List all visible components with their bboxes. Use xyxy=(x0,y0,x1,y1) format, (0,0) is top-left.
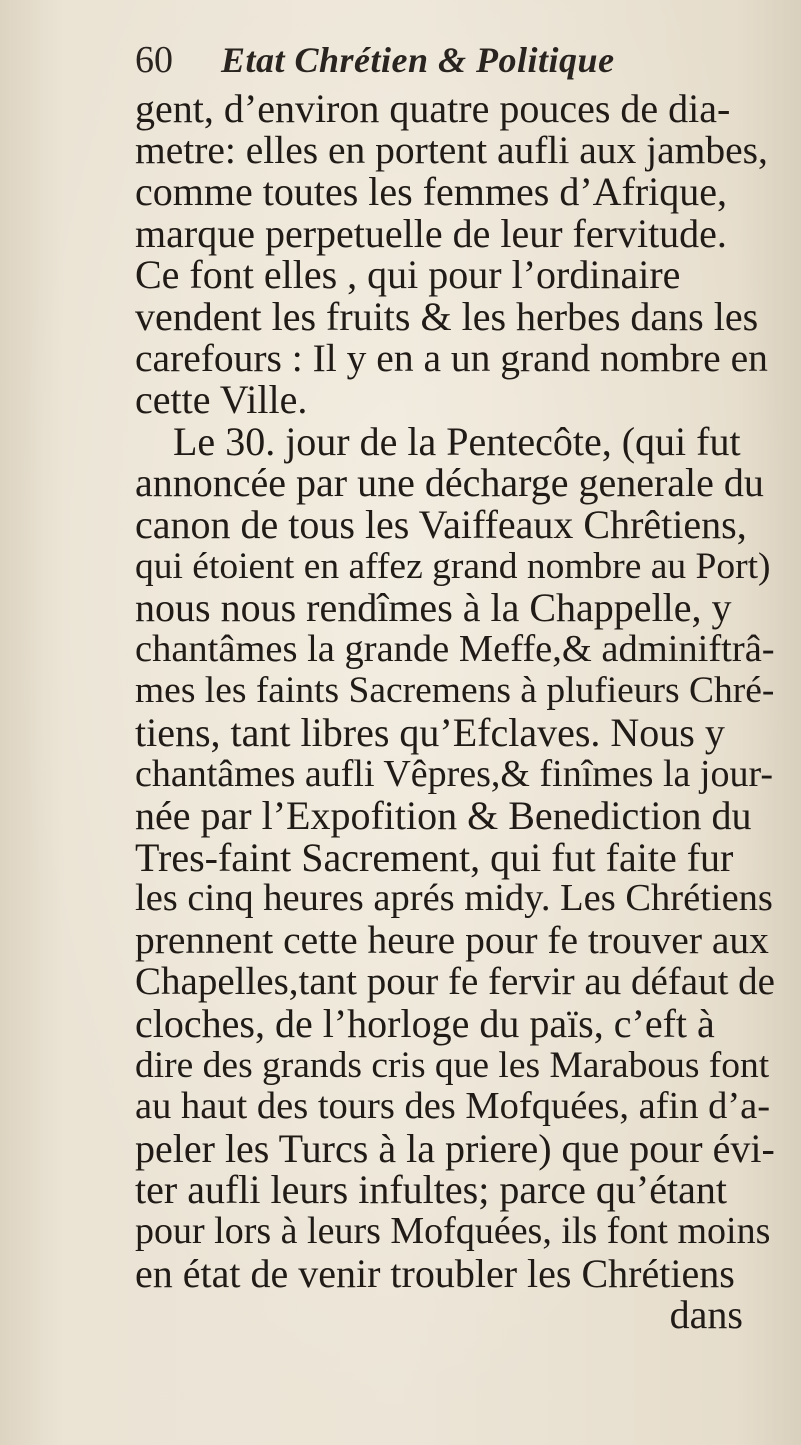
paragraph-start-line: Le 30. jour de la Pentecôte, (qui fut xyxy=(173,418,741,464)
page-number: 60 xyxy=(135,39,173,81)
text-line: comme toutes les femmes d’Afrique, xyxy=(135,169,728,215)
text-line: marque perpetuelle de leur fervitude. xyxy=(135,210,727,256)
text-line: Chapelles,tant pour fe fervir au défaut de xyxy=(135,960,775,1004)
text-line: nous nous rendîmes à la Chappelle, y xyxy=(135,585,732,631)
text-line: carefours : Il y en a un grand nombre en xyxy=(135,335,768,380)
text-line: en état de venir troubler les Chrétiens xyxy=(135,1250,735,1296)
text-line: peler les Turcs à la priere) que pour évi- xyxy=(135,1125,775,1171)
text-line: Ce font elles , qui pour l’ordinaire xyxy=(135,252,681,298)
text-line: née par l’Expofition & Benediction du xyxy=(135,793,752,839)
text-line: Tres-faint Sacrement, qui fut faite fur xyxy=(135,834,734,880)
text-line: qui étoient en affez grand nombre au Port) xyxy=(135,545,771,587)
text-line: metre: elles en portent aufli aux jambes, xyxy=(135,127,768,172)
text-line: ter aufli leurs infultes; parce qu’étant xyxy=(135,1167,727,1213)
text-line: au haut des tours des Mofquées, afin d’a- xyxy=(135,1085,771,1128)
text-line: chantâmes aufli Vêpres,& finîmes la jour- xyxy=(135,752,774,795)
text-line: les cinq heures aprés midy. Les Chrétiens xyxy=(135,877,773,920)
text-line: vendent les fruits & les herbes dans les xyxy=(135,293,759,339)
running-title: Etat Chrétien & Politique xyxy=(221,40,615,80)
text-line: prennent cette heure pour fe trouver aux xyxy=(135,917,769,962)
text-line: mes les faints Sacremens à plufieurs Chré- xyxy=(135,670,775,712)
text-line: pour lors à leurs Mofquées, ils font moins xyxy=(135,1210,771,1253)
text-line: gent, d’environ quatre pouces de dia- xyxy=(135,86,731,131)
page-header xyxy=(135,38,615,88)
text-line: cloches, de l’horloge du païs, c’eft à xyxy=(135,1001,715,1047)
text-line: annoncée par une décharge generale du xyxy=(135,460,764,506)
text-line: canon de tous les Vaiffeaux Chrêtiens, xyxy=(135,501,747,547)
text-line: tiens, tant libres qu’Efclaves. Nous y xyxy=(135,709,725,755)
text-line: cette Ville. xyxy=(135,377,308,423)
catchword: dans xyxy=(669,1292,743,1338)
body-text xyxy=(135,88,775,1336)
text-line: chantâmes la grande Meffe,& adminiftrâ- xyxy=(135,627,775,670)
text-line: dire des grands cris que les Marabous font xyxy=(135,1044,770,1086)
